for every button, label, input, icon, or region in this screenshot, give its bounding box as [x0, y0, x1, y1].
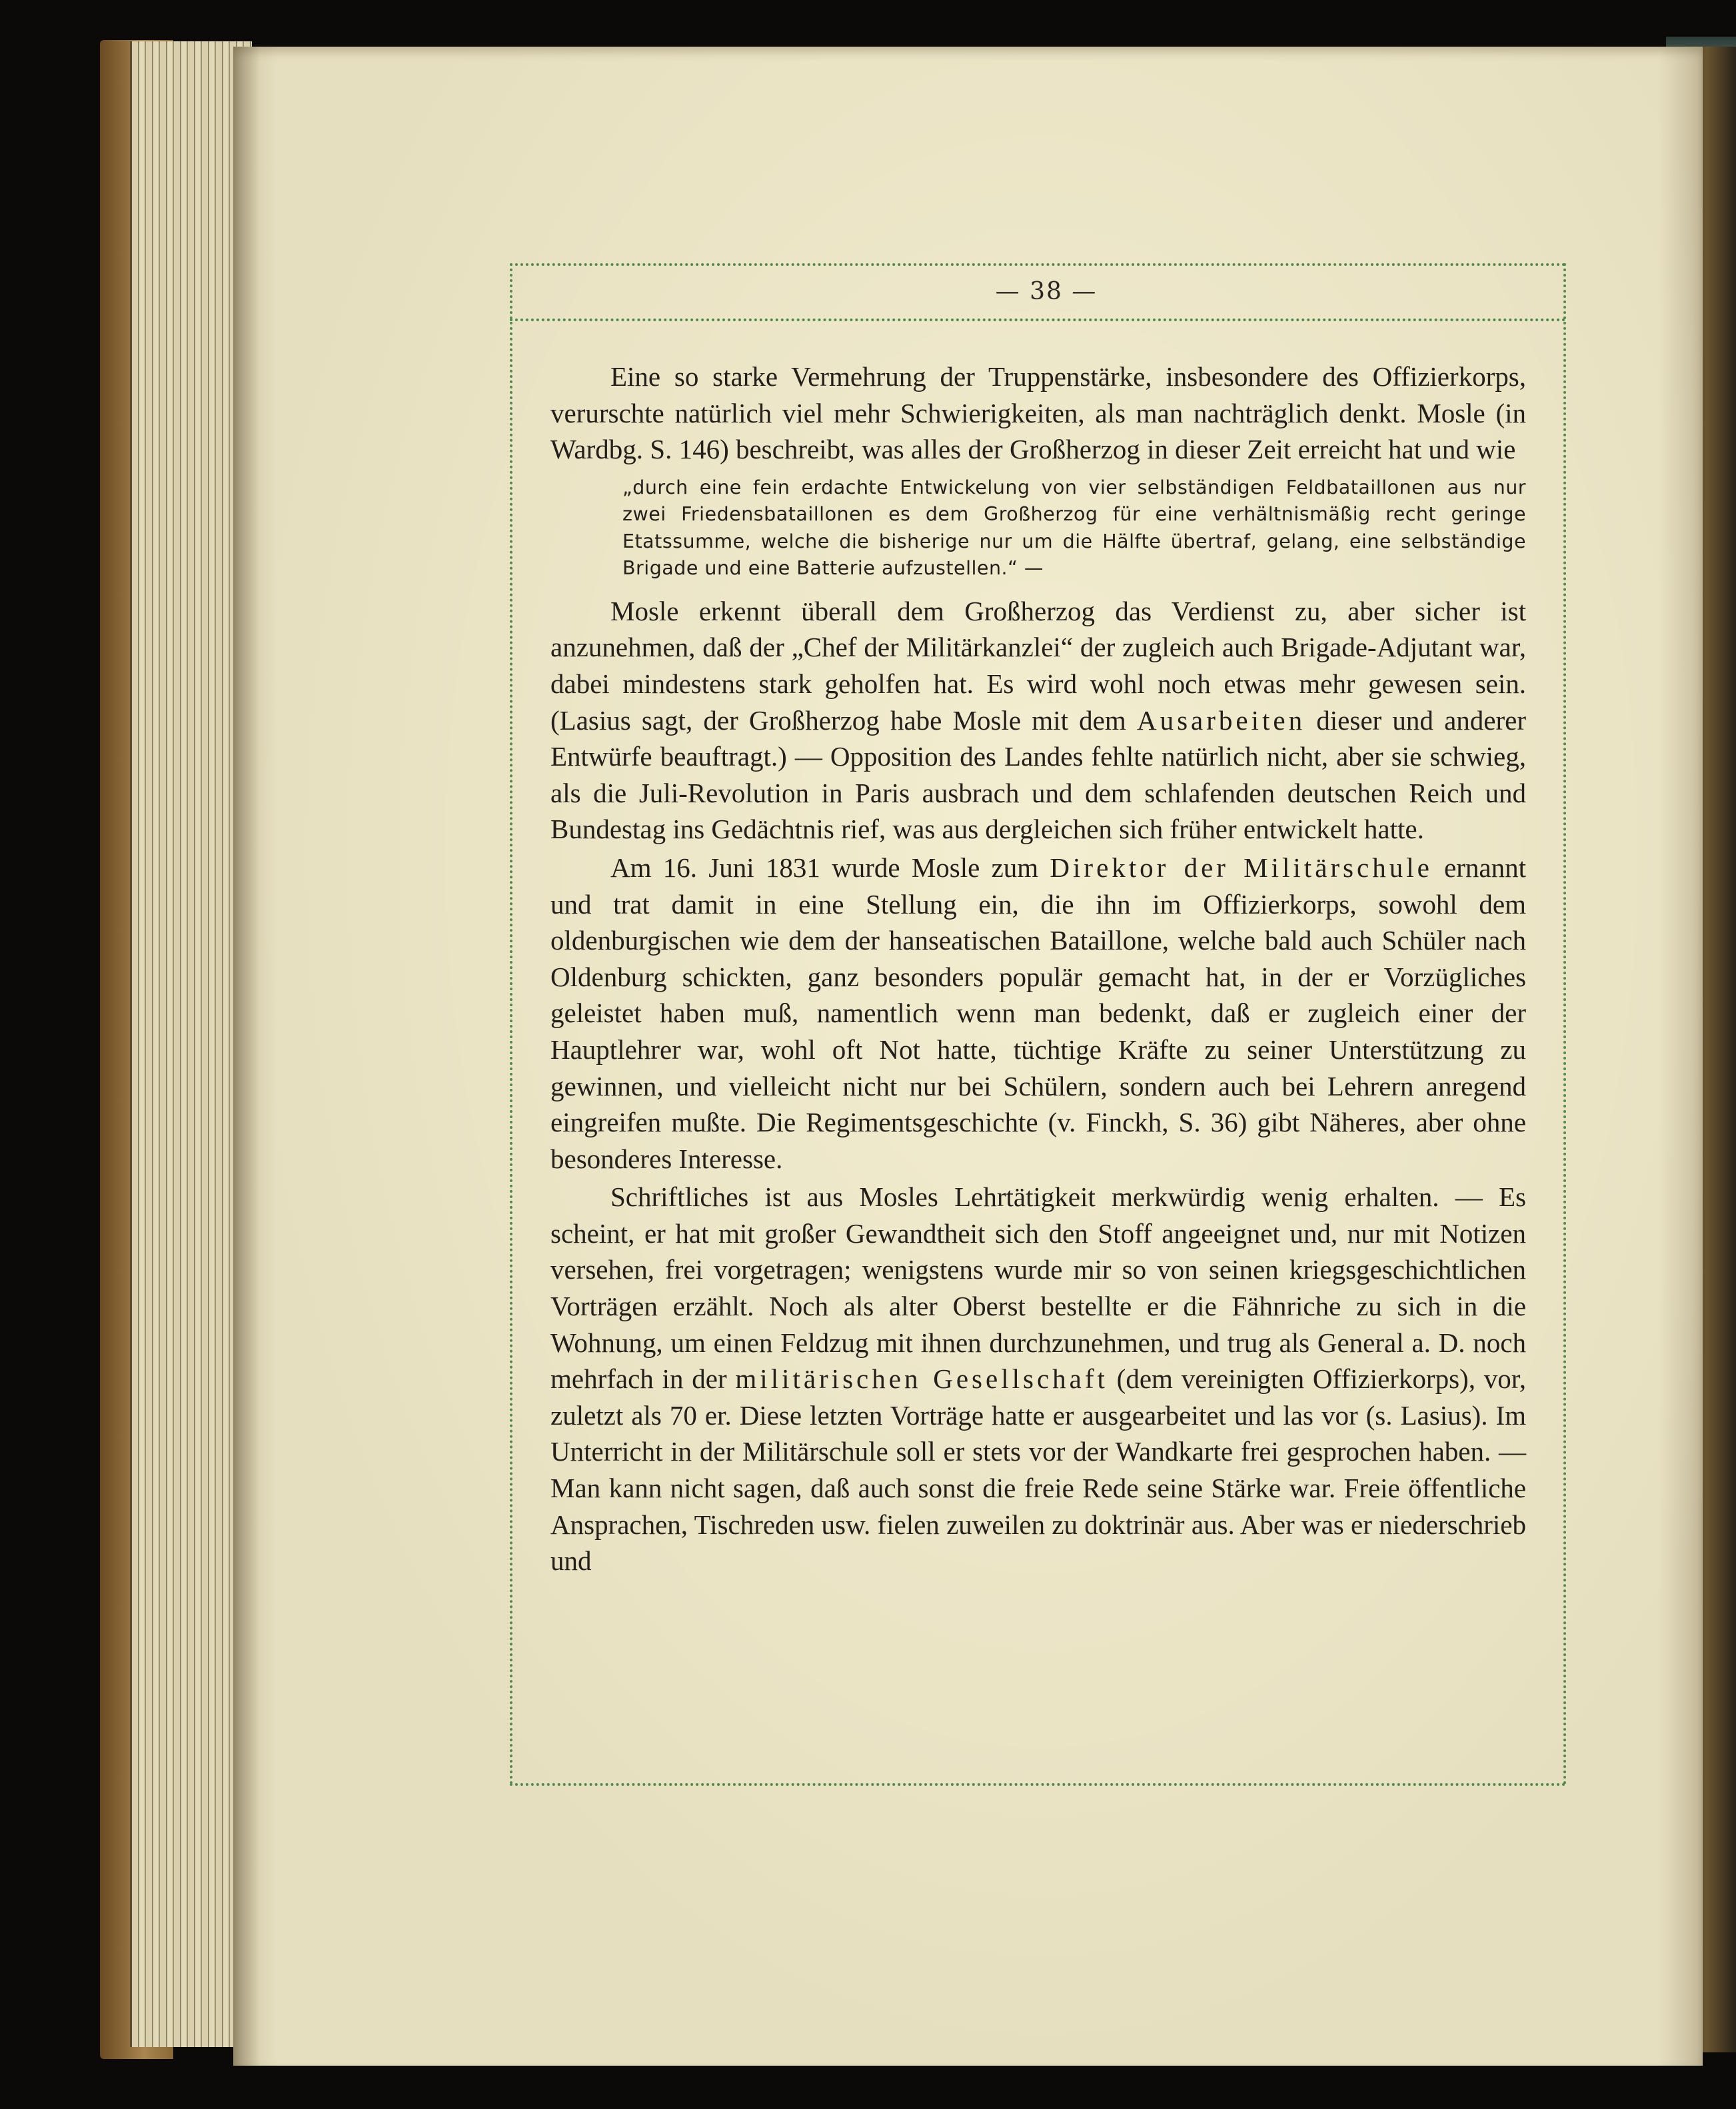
paragraph-2-text-a: Mosle erkennt überall dem Großherzog das Verdienst zu, aber sicher ist anzunehmen, daß der „Chef der Militärkanzlei“ der zugleich auch Brigade-Adjutant war, dabei mindestens stark geholfen hat. Es wird wohl noch etwas mehr gewesen sein. (Lasius sagt, der Großherzog habe Mosle mit dem: [550, 595, 1526, 736]
paragraph-3-text-b: ernannt und trat damit in eine Stellung ein, die ihn im Offizierkorps, sowohl dem oldenburgischen wie dem der hanseatischen Bataillone, welche bald auch Schüler nach Oldenburg schickten, ganz besonders populär gemacht hat, in der er Vorzügliches geleistet haben muß, namentlich wenn man bedenkt, daß er zugleich einer der Hauptlehrer war, wohl oft Not hatte, tüchtige Kräfte zu seiner Unterstützung zu gewinnen, und vielleicht nicht nur bei Schülern, sondern auch bei Lehrern anregend eingreifen mußte. Die Regimentsgeschichte (v. Finckh, S. 36) gibt Näheres, aber ohne besonderes Interesse.: [550, 852, 1526, 1174]
paragraph-1: [550, 358, 1526, 468]
header-rule: [510, 319, 1566, 321]
paragraph-2-emphasis: Ausarbeiten: [1136, 704, 1306, 736]
paragraph-3-emphasis: Direktor der Militärschule: [1050, 852, 1433, 883]
paragraph-2-text-b: dieser und anderer Entwürfe beauftragt.) — Opposition des Landes fehlte natürlich nicht, aber sie schwieg, als die Juli-Revolution in Paris ausbrach und dem schlafenden deutschen Reich und Bundestag ins Gedächtnis rief, was aus dergleichen sich früher entwickelt hatte.: [550, 704, 1526, 845]
paragraph-2: [550, 593, 1526, 848]
paragraph-4-text-b: (dem vereinigten Offizierkorps), vor, zuletzt als 70 er. Diese letzten Vorträge hatte er ausgearbeitet und las vor (s. Lasius). Im Unterricht in der Militärschule soll er stets vor der Wandkarte frei gesprochen haben. — Man kann nicht sagen, daß auch sonst die freie Rede seine Stärke war. Freie öffentliche Ansprachen, Tischreden usw. fielen zuweilen zu doktrinär aus. Aber was er niederschrieb und: [550, 1363, 1526, 1577]
paragraph-3-text-a: Am 16. Juni 1831 wurde Mosle zum: [610, 852, 1050, 883]
paragraph-4-emphasis: militärischen Gesellschaft: [735, 1363, 1108, 1395]
paragraph-1-text: Eine so starke Vermehrung der Truppenstärke, insbesondere des Offizierkorps, verurschte natürlich viel mehr Schwierigkeiten, als man nachträglich denkt. Mosle (in Wardbg. S. 146) beschreibt, was alles der Großherzog in dieser Zeit erreicht hat und wie: [550, 361, 1526, 465]
gutter-shadow: [233, 47, 260, 2066]
body-text: [550, 358, 1526, 1579]
paragraph-3: [550, 850, 1526, 1177]
block-quote: [622, 474, 1526, 582]
paragraph-4: [550, 1179, 1526, 1579]
page-number: — 38 —: [995, 278, 1098, 305]
block-quote-text: „durch eine fein erdachte Entwickelung von vier selbständigen Feldbataillonen aus nur zwei Friedensbataillonen es dem Großherzog für eine verhältnismäßig recht geringe Etatssumme, welche die bisherige nur um die Hälfte übertraf, gelang, eine selbständige Brigade und eine Batterie aufzustellen.“ —: [622, 476, 1526, 580]
paragraph-4-text-a: Schriftliches ist aus Mosles Lehrtätigkeit merkwürdig wenig erhalten. — Es scheint, er hat mit großer Gewandtheit sich den Stoff angeeignet und, nur mit Notizen versehen, frei vorgetragen; wenigstens wurde mir so von seinen kriegsgeschichtlichen Vorträgen erzählt. Noch als alter Oberst bestellte er die Fähnriche zu sich in die Wohnung, um einen Feldzug mit ihnen durchzunehmen, und trug als General a. D. noch mehrfach in der: [550, 1181, 1526, 1395]
